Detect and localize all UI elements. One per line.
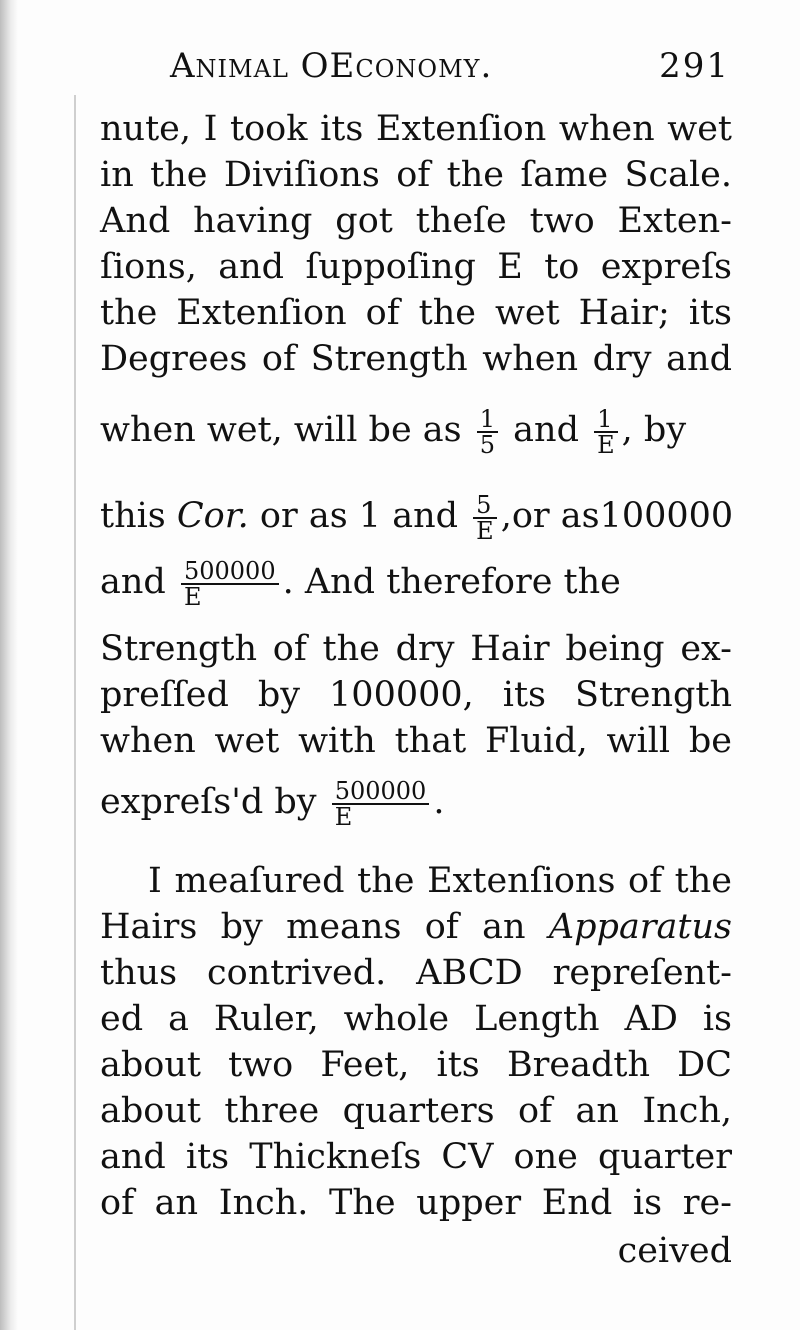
fraction-5-e (473, 490, 497, 545)
fraction-numerator: 5 (476, 490, 492, 519)
text-line-7 (100, 400, 732, 460)
page-edge-line (74, 95, 76, 1330)
line8-post: ,or as100000 (500, 496, 734, 536)
line8-mid: or as 1 and (259, 496, 459, 536)
text-line-10: Strength of the dry Hair being ex- (100, 629, 732, 669)
text-line-1: nute, I took its Extenſion when wet (100, 109, 732, 149)
text-line-5: the Extenſion of the wet Hair; its (100, 293, 732, 333)
text-line-9 (100, 552, 732, 612)
text-line-2: in the Diviſions of the ſame Scale. (100, 155, 732, 195)
fraction-numerator: 1 (597, 404, 613, 433)
line7-mid: and (513, 410, 579, 450)
text-line-15 (100, 904, 732, 950)
fraction-denominator: E (473, 517, 497, 543)
text-line-16: thus contrived. ABCD repreſent- (100, 953, 732, 993)
line9-pre: and (100, 562, 166, 602)
text-line-21: of an Inch. The upper End is re- (100, 1183, 732, 1223)
text-line-18: about two Feet, its Breadth DC (100, 1045, 732, 1085)
text-line-8 (100, 486, 732, 546)
text-line-3: And having got theſe two Exten- (100, 201, 732, 241)
cor-abbreviation: Cor. (176, 496, 249, 536)
fraction-500000-e (332, 776, 430, 831)
text-line-14: I meaſured the Extenſions of the (148, 861, 732, 901)
fraction-denominator: 5 (477, 431, 498, 457)
line9-post: . And therefore the (282, 562, 621, 602)
text-line-6: Degrees of Strength when dry and (100, 339, 732, 379)
text-line-17: ed a Ruler, whole Length AD is (100, 999, 732, 1039)
text-line-20: and its Thickneſs CV one quarter (100, 1137, 732, 1177)
line7-post: , by (621, 410, 687, 450)
fraction-500000-e (181, 556, 279, 611)
text-line-19: about three quarters of an Inch, (100, 1091, 732, 1131)
fraction-numerator: 500000 (334, 776, 427, 805)
text-line-13 (100, 772, 732, 832)
line7-pre: when wet, will be as (100, 410, 462, 450)
apparatus-word: Apparatus (548, 907, 732, 947)
catchword: ceived (617, 1231, 732, 1271)
text-line-11: preſſed by 100000, its Strength (100, 675, 732, 715)
line8-pre: this (100, 496, 166, 536)
text-line-12: when wet with that Fluid, will be (100, 721, 732, 761)
fraction-denominator: E (181, 583, 279, 609)
line15-pre: Hairs by means of an (100, 907, 526, 947)
line13-pre: expreſs'd by (100, 782, 317, 822)
page-number: 291 (659, 46, 730, 86)
fraction-1-5 (477, 404, 498, 459)
page-spine-shadow (0, 0, 18, 1330)
fraction-denominator: E (594, 431, 618, 457)
line13-post: . (433, 782, 445, 822)
running-head (170, 46, 730, 96)
fraction-numerator: 1 (479, 404, 496, 433)
fraction-1-e (594, 404, 618, 459)
fraction-denominator: E (332, 803, 430, 829)
fraction-numerator: 500000 (183, 556, 276, 585)
text-line-4: ſions, and ſuppoſing E to expreſs (100, 247, 732, 287)
running-title: Animal OEconomy. (170, 46, 493, 86)
